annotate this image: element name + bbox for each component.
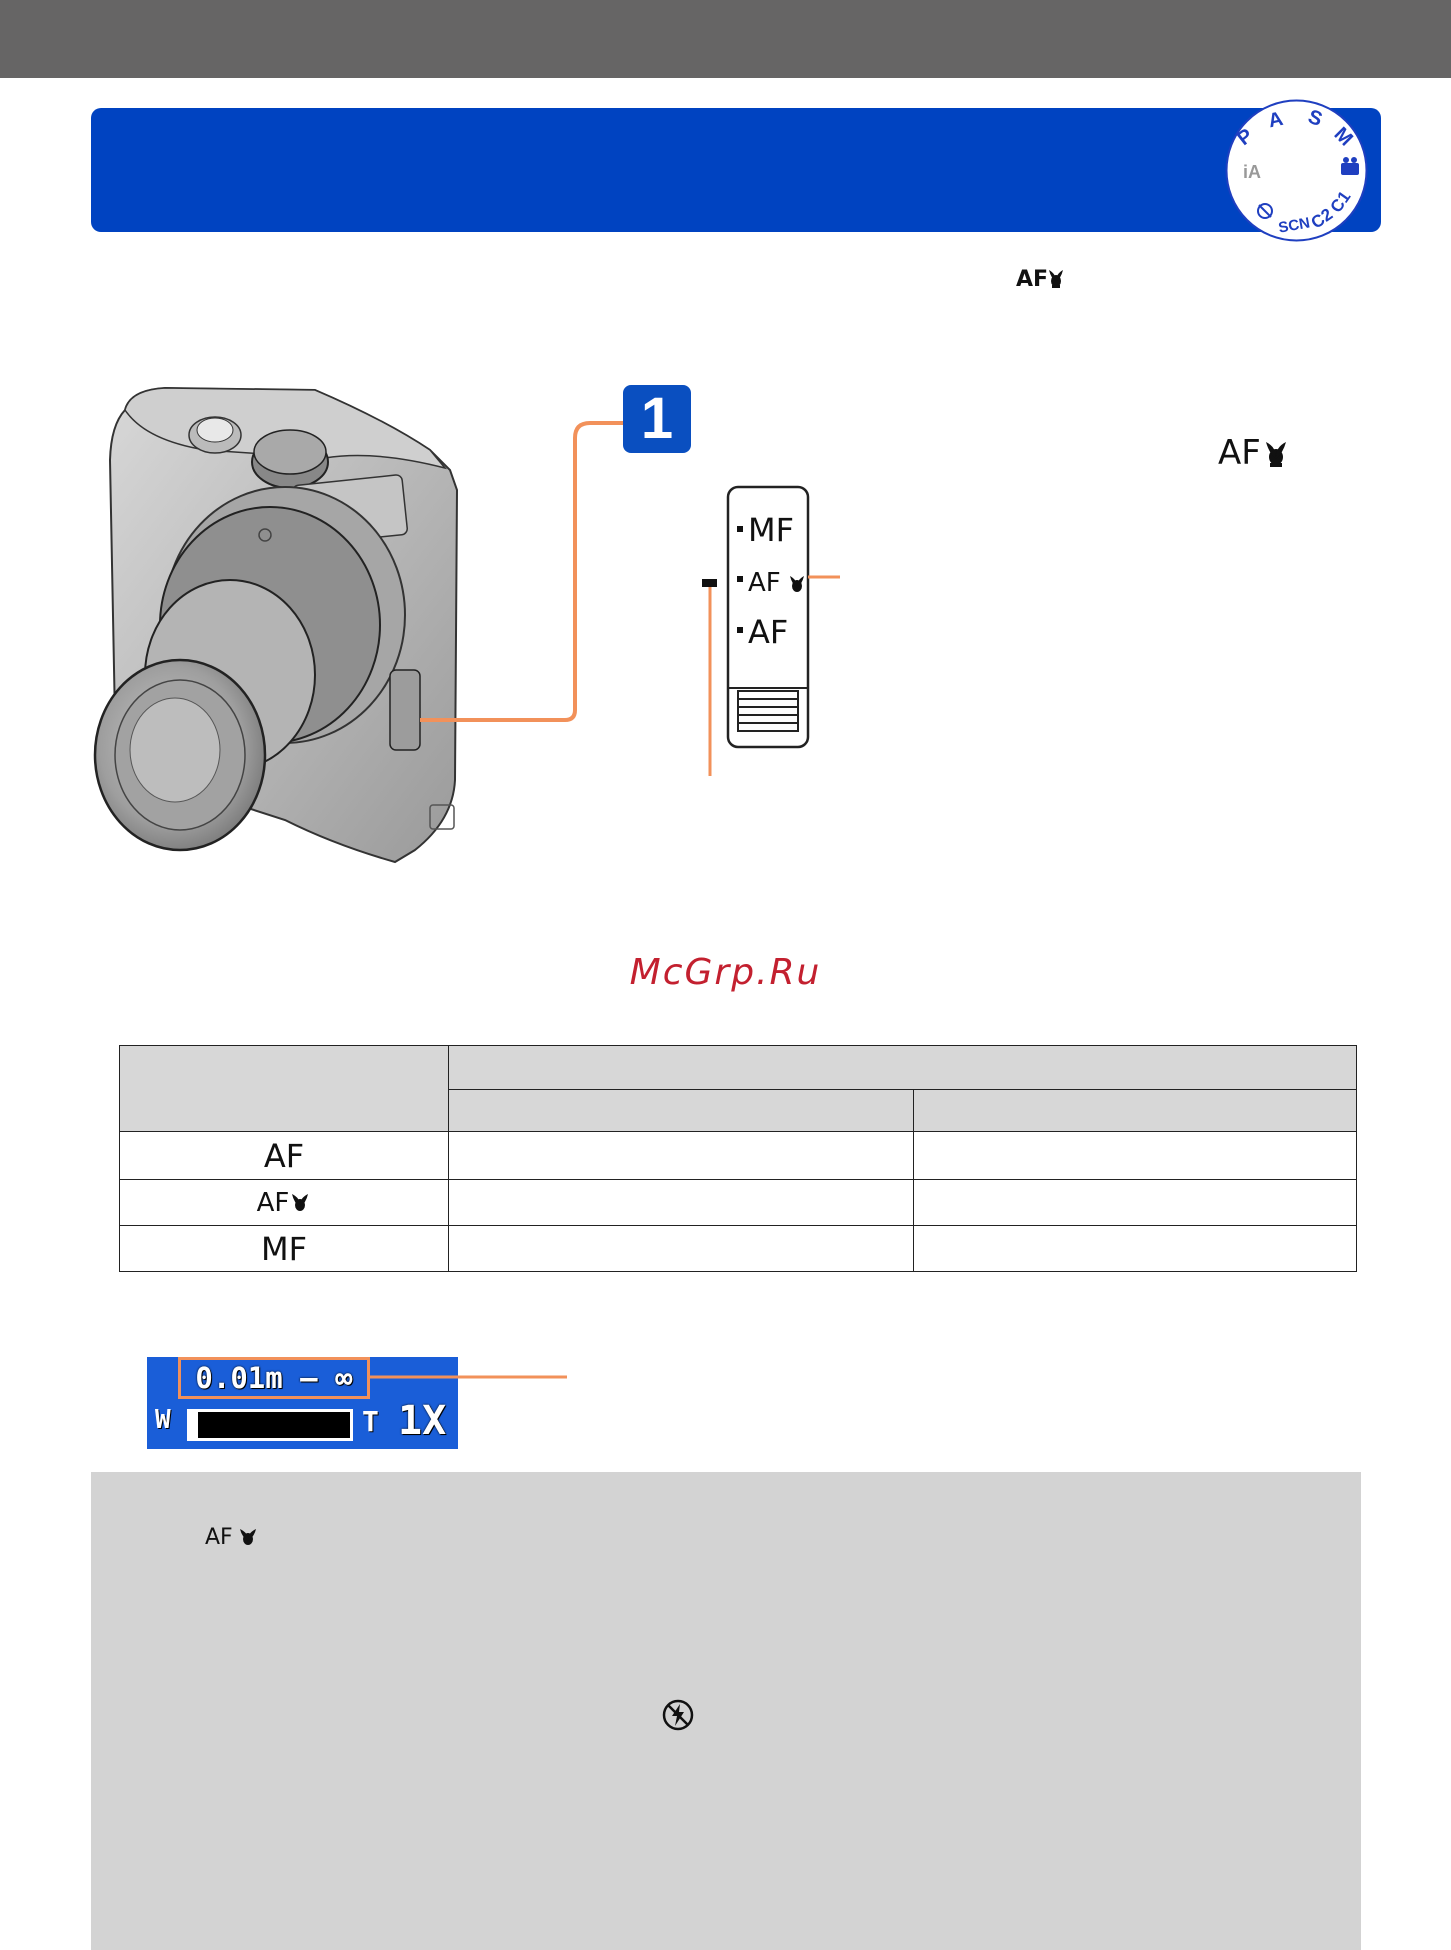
af-macro-icon-letters: AF (1016, 267, 1049, 292)
svg-text:AF: AF (1218, 433, 1261, 472)
lcd-range-leader (370, 1372, 570, 1382)
dial-c2: C2 (1307, 204, 1337, 233)
lcd-zoom-bar-fill (190, 1412, 198, 1438)
table-header-range (449, 1046, 1357, 1090)
table-cell (914, 1226, 1357, 1272)
section-title-bar (91, 105, 1381, 232)
focus-range-table (119, 1045, 1357, 1272)
dial-s: S (1305, 105, 1326, 131)
switch-af-macro: AF (748, 568, 781, 598)
top-header-bar (0, 0, 1451, 78)
watermark: McGrp.Ru (629, 952, 822, 993)
switch-mf: MF (748, 511, 795, 549)
step-1-badge: 1 (623, 385, 691, 453)
focus-selector-switch (690, 483, 850, 783)
table-row-af-macro (120, 1180, 449, 1226)
table-row-af (120, 1132, 449, 1180)
table-row-mf (120, 1226, 449, 1272)
af-macro-icon (205, 1522, 261, 1550)
notes-box (91, 1472, 1361, 1950)
table-mode-mf: MF (260, 1229, 307, 1268)
table-cell (449, 1132, 914, 1180)
flash-off-icon (661, 1698, 695, 1732)
table-header-wide (449, 1090, 914, 1132)
svg-text:AF: AF (205, 1525, 233, 1550)
table-mode-af-macro: AF (256, 1187, 290, 1218)
dial-scn: SCN (1277, 214, 1312, 237)
table-mode-af: AF (263, 1136, 305, 1175)
af-macro-icon (1016, 262, 1068, 292)
dial-p: P (1233, 124, 1258, 151)
macro-flower-icon (289, 1191, 311, 1213)
dial-ia: iA (1243, 162, 1261, 182)
table-cell (449, 1226, 914, 1272)
lcd-focus-range: 0.01m – ∞ (178, 1357, 370, 1399)
lcd-wide-label: W (155, 1405, 171, 1435)
af-macro-icon (1218, 430, 1292, 472)
dial-m: M (1329, 123, 1357, 151)
dial-c1: C1 (1326, 187, 1355, 217)
lcd-tele-label: T (362, 1405, 379, 1438)
camera-to-step-leader (415, 418, 630, 728)
table-cell (914, 1180, 1357, 1226)
switch-af: AF (748, 613, 789, 651)
table-header-tele (914, 1090, 1357, 1132)
table-header-mode (120, 1046, 449, 1132)
lcd-zoom-value: 1X (398, 1398, 447, 1444)
lcd-zoom-bar (187, 1409, 353, 1441)
table-cell (914, 1132, 1357, 1180)
dial-a: A (1266, 107, 1286, 133)
mode-dial-icon (1225, 99, 1368, 242)
switch-pointer-mark (702, 579, 717, 587)
table-cell (449, 1180, 914, 1226)
